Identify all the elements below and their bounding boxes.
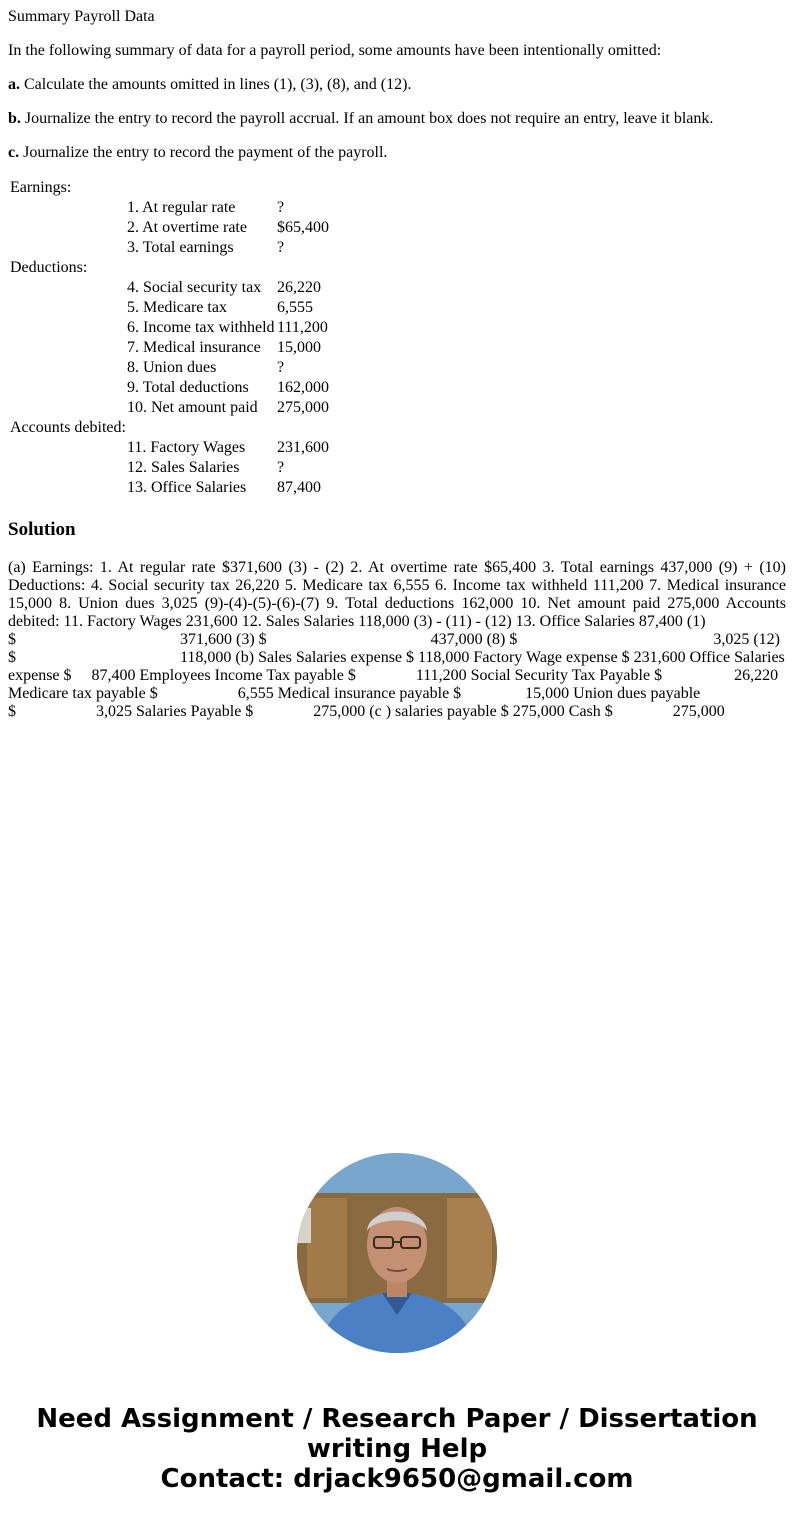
table-row — [8, 438, 329, 458]
section-heading: Deductions: — [10, 259, 88, 276]
table-row — [8, 378, 329, 398]
banner-line: Need Assignment / Research Paper / Dissertation — [36, 1404, 758, 1434]
question-b — [8, 110, 713, 128]
contact-email: Contact: drjack9650@gmail.com — [160, 1464, 634, 1494]
row-label: 7. Medical insurance — [127, 339, 261, 356]
section-row — [8, 178, 329, 198]
row-value: ? — [277, 199, 285, 216]
person-portrait-image — [297, 1153, 497, 1353]
row-value: 275,000 — [277, 399, 329, 416]
question-label: c. — [8, 144, 20, 161]
section-heading: Accounts debited: — [10, 419, 126, 436]
table-row — [8, 318, 329, 338]
row-value: 87,400 — [277, 479, 321, 496]
intro-text: In the following summary of data for a payroll period, some amounts have been intentionally omitted: — [8, 42, 662, 59]
question-label: a. — [8, 76, 20, 93]
row-value: 26,220 — [277, 279, 321, 296]
section-heading: Earnings: — [10, 179, 72, 196]
table-row — [8, 398, 329, 418]
row-label: 9. Total deductions — [127, 379, 249, 396]
table-row — [8, 358, 329, 378]
row-value: $65,400 — [277, 219, 329, 236]
row-label: 6. Income tax withheld — [127, 319, 275, 336]
row-label: 10. Net amount paid — [127, 399, 258, 416]
question-text: Journalize the entry to record the payroll accrual. If an amount box does not require an entry, leave it blank. — [20, 110, 714, 127]
payroll-table — [8, 178, 329, 498]
row-label: 13. Office Salaries — [127, 479, 247, 496]
author-photo — [297, 1153, 497, 1353]
table-row — [8, 298, 329, 318]
question-a — [8, 76, 411, 94]
row-value: 162,000 — [277, 379, 329, 396]
row-value: 111,200 — [277, 319, 328, 336]
row-label: 2. At overtime rate — [127, 219, 247, 236]
doc-title: Summary Payroll Data — [8, 8, 155, 25]
table-row — [8, 278, 329, 298]
row-value: ? — [277, 239, 285, 256]
table-row — [8, 478, 329, 498]
table-row — [8, 458, 329, 478]
row-value: 231,600 — [277, 439, 329, 456]
table-row — [8, 238, 329, 258]
question-c — [8, 144, 387, 162]
row-label: 4. Social security tax — [127, 279, 262, 296]
row-value: ? — [277, 359, 285, 376]
table-row — [8, 218, 329, 238]
row-value: 15,000 — [277, 339, 321, 356]
solution-text: (a) Earnings: 1. At regular rate $371,600 (3) - (2) 2. At overtime rate $65,400 3. Total earnings 437,000 (9) + (10) Deductions: 4. Social security tax 26,220 5. Medicare tax 6,555 6. Income tax withheld 111,200 7. Medical insurance 15,000 8. Union dues 3,025 (9)-(4)-(5)-(6)-(7) 9. Total deductions 162,000 10. Net amount paid 275,000 Accounts debited: 11. Factory Wages 231,600 12. Sales Salaries 118,000 (3) - (11) - (12) 13. Office Salaries 87,400 (1) $ 371,600 (3) $ 437,000 (8) $ 3,025 (12) $ 118,000 (b) Sales Salaries expense $ 118,000 Factory Wage expense $ 231,600 Office Salaries expense $ 87,400 Employees Income Tax payable $ 111,200 Social Security Tax Payable $ 26,220 Medicare tax payable $ 6,555 Medical insurance payable $ 15,000 Union dues payable $ 3,025 Salaries Payable $ 275,000 (c ) salaries payable $ 275,000 Cash $ 275,000 — [8, 559, 786, 720]
solution-heading: Solution — [8, 519, 76, 540]
row-label: 11. Factory Wages — [127, 439, 246, 456]
section-row — [8, 258, 329, 278]
row-value: 6,555 — [277, 299, 313, 316]
row-label: 12. Sales Salaries — [127, 459, 240, 476]
contact-banner — [0, 1404, 794, 1494]
section-row — [8, 418, 329, 438]
table-row — [8, 338, 329, 358]
question-text: Journalize the entry to record the payment of the payroll. — [19, 144, 388, 161]
row-label: 1. At regular rate — [127, 199, 236, 216]
question-label: b. — [8, 110, 21, 127]
row-label: 5. Medicare tax — [127, 299, 227, 316]
banner-line: writing Help — [306, 1434, 488, 1464]
table-row — [8, 198, 329, 218]
row-value: ? — [277, 459, 285, 476]
question-text: Calculate the amounts omitted in lines (1), (3), (8), and (12). — [20, 76, 412, 93]
row-label: 8. Union dues — [127, 359, 217, 376]
row-label: 3. Total earnings — [127, 239, 234, 256]
